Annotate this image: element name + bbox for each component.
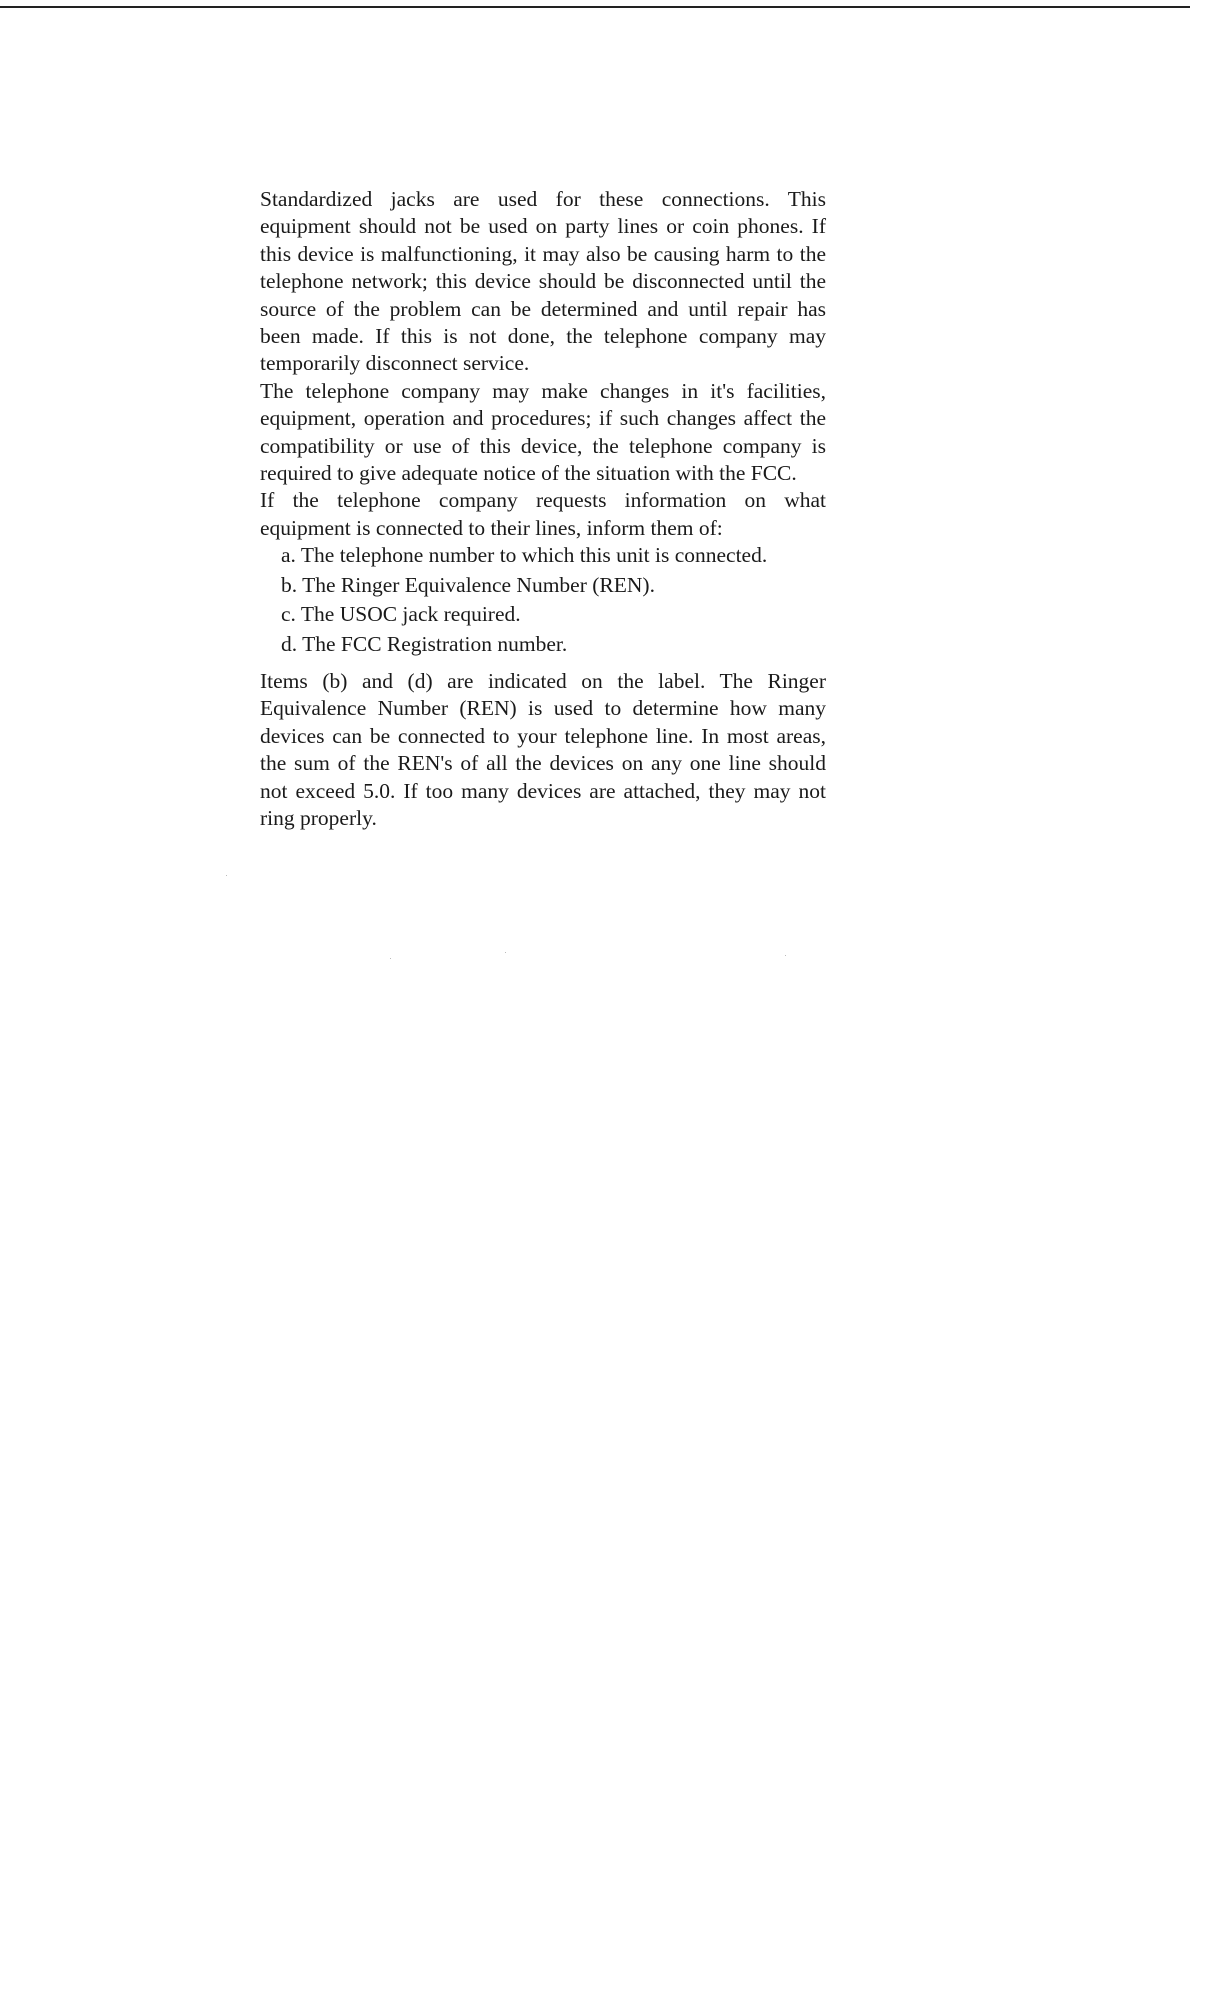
scan-speck <box>505 952 506 953</box>
scan-speck <box>785 955 786 956</box>
paragraph-changes: The telephone company may make changes in it's facilities, equipment, operation and procedures; if such changes affect the compatibility or use of this device, the telephone company is required to give adequate notice of the situation with the FCC. <box>260 378 826 486</box>
list-item: c. The USOC jack required. <box>281 602 521 627</box>
document-body <box>260 186 826 832</box>
scan-speck <box>226 875 227 876</box>
list-item: b. The Ringer Equivalence Number (REN). <box>281 572 655 597</box>
list-item: d. The FCC Registration number. <box>281 631 568 656</box>
scan-speck <box>390 958 391 959</box>
top-border-line <box>0 6 1190 8</box>
information-list <box>260 542 826 658</box>
paragraph-information: If the telephone company requests information on what equipment is connected to their lines, inform them of: <box>260 488 826 540</box>
paragraph-jacks: Standardized jacks are used for these connections. This equipment should not be used on party lines or coin phones. If this device is malfunctioning, it may also be causing harm to the telephone network; this device should be disconnected until the source of the problem can be determined and until repair has been made. If this is not done, the telephone company may temporarily disconnect service. <box>260 187 826 376</box>
paragraph-ren: Items (b) and (d) are indicated on the label. The Ringer Equivalence Number (REN) is used to determine how many devices can be connected to your telephone line. In most areas, the sum of the REN's of all the devices on any one line should not exceed 5.0. If too many devices are attached, they may not ring properly. <box>260 668 826 830</box>
list-item: a. The telephone number to which this unit is connected. <box>281 543 768 568</box>
